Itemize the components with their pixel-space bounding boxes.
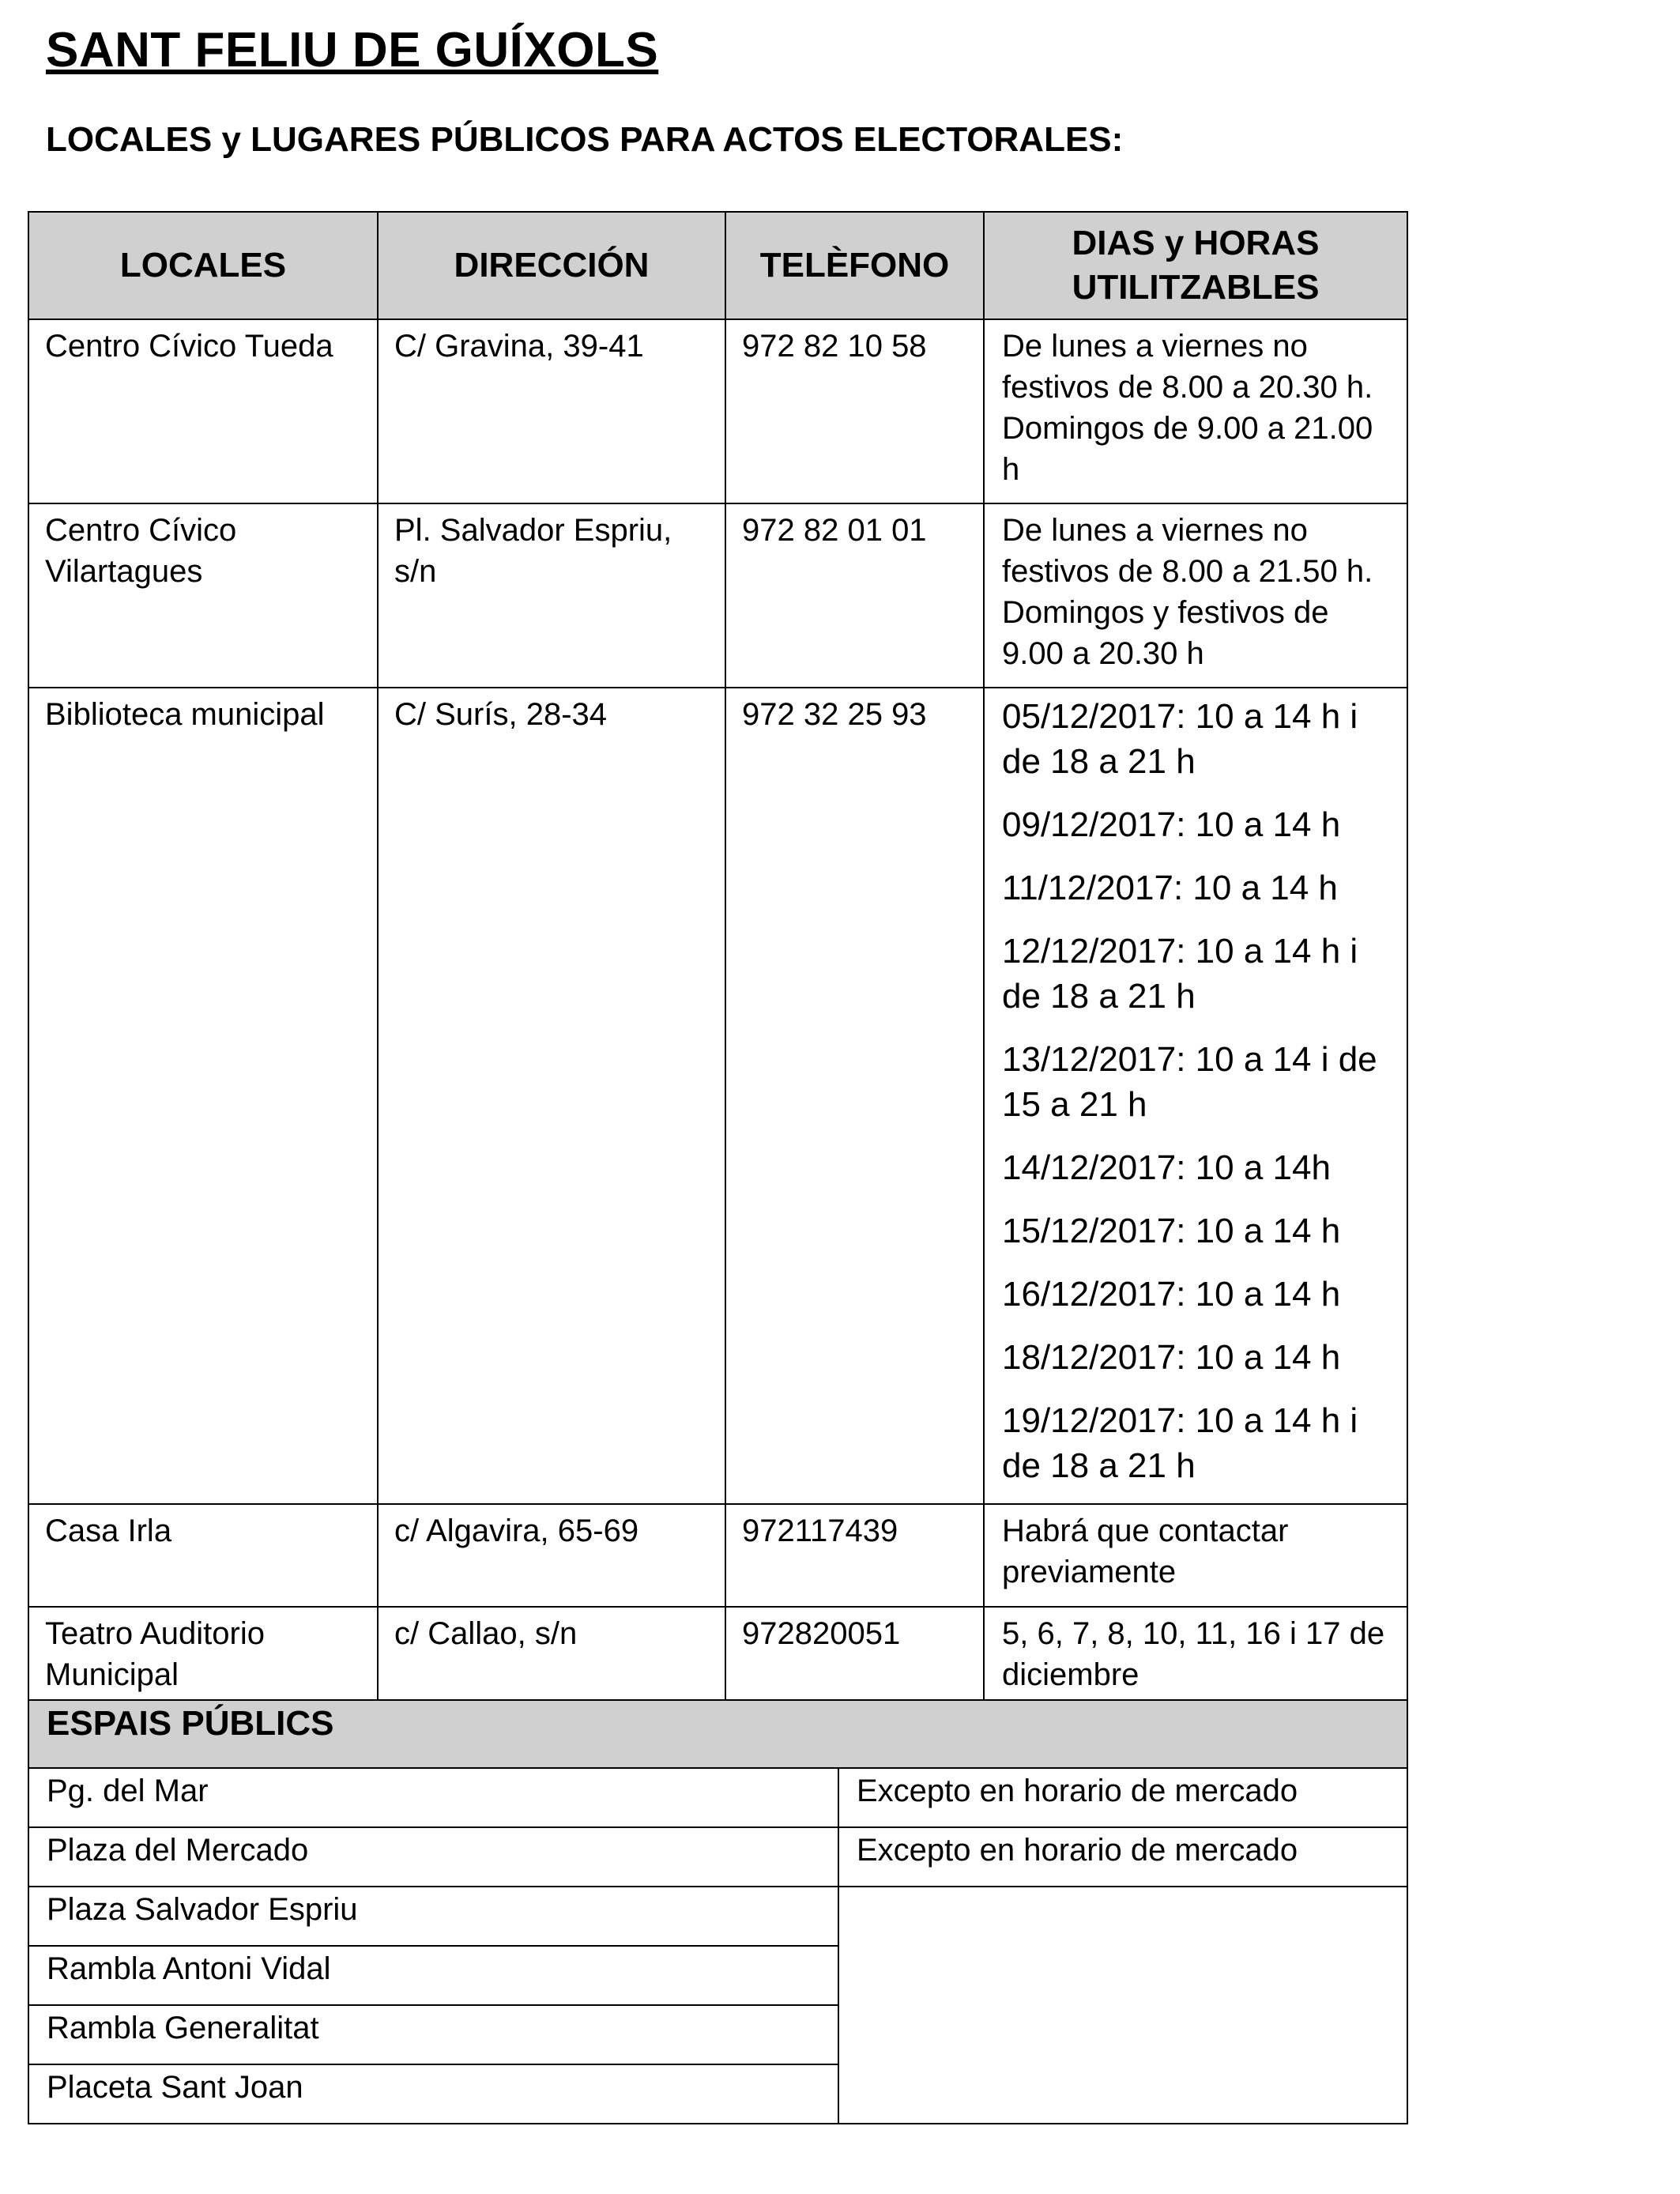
cell-direccion: Pl. Salvador Espriu, s/n: [378, 503, 725, 688]
espais-table: [28, 1699, 1408, 2124]
cell-local: Casa Irla: [28, 1504, 378, 1607]
schedule-slot: 11/12/2017: 10 a 14 h: [1002, 869, 1338, 907]
cell-local: Teatro Auditorio Municipal: [28, 1607, 378, 1710]
header-direccion: DIRECCIÓN: [378, 212, 725, 319]
cell-telefono: 972 82 10 58: [725, 319, 984, 503]
cell-nota-empty: [838, 1887, 1407, 2124]
schedule-slot: 14/12/2017: 10 a 14h: [1002, 1148, 1331, 1187]
table-row: [28, 503, 1407, 688]
schedule-slot: 13/12/2017: 10 a 14 i de 15 a 21 h: [1002, 1040, 1377, 1124]
cell-lugar: Plaza del Mercado: [28, 1827, 838, 1887]
schedule-slot: 16/12/2017: 10 a 14 h: [1002, 1275, 1341, 1314]
header-dias-horas: DIAS y HORAS UTILITZABLES: [984, 212, 1407, 319]
table-row: [28, 1504, 1407, 1607]
espais-header-row: [28, 1700, 1407, 1768]
cell-lugar: Placeta Sant Joan: [28, 2064, 838, 2124]
schedule-slot: 15/12/2017: 10 a 14 h: [1002, 1212, 1341, 1250]
locales-table: [28, 211, 1408, 1710]
cell-horas: De lunes a viernes no festivos de 8.00 a 21.50 h. Domingos y festivos de 9.00 a 20.30 h: [984, 503, 1407, 688]
schedule-slot: 09/12/2017: 10 a 14 h: [1002, 805, 1341, 844]
cell-horas: De lunes a viernes no festivos de 8.00 a 20.30 h. Domingos de 9.00 a 21.00 h: [984, 319, 1407, 503]
schedule-slot: 05/12/2017: 10 a 14 h i de 18 a 21 h: [1002, 697, 1358, 781]
table-row: [28, 1607, 1407, 1710]
schedule-slot: 12/12/2017: 10 a 14 h i de 18 a 21 h: [1002, 932, 1358, 1016]
cell-nota: Excepto en horario de mercado: [838, 1827, 1407, 1887]
cell-local: Centro Cívico Tueda: [28, 319, 378, 503]
cell-local: Biblioteca municipal: [28, 688, 378, 1504]
table-row: [28, 1768, 1407, 1827]
cell-lugar: Rambla Generalitat: [28, 2005, 838, 2064]
header-telefono: TELÈFONO: [725, 212, 984, 319]
cell-horas-list: [984, 688, 1407, 1504]
table-row: [28, 319, 1407, 503]
cell-lugar: Pg. del Mar: [28, 1768, 838, 1827]
cell-local: Centro Cívico Vilartagues: [28, 503, 378, 688]
cell-telefono: 972820051: [725, 1607, 984, 1710]
cell-telefono: 972 82 01 01: [725, 503, 984, 688]
cell-direccion: C/ Surís, 28-34: [378, 688, 725, 1504]
cell-direccion: c/ Callao, s/n: [378, 1607, 725, 1710]
locales-header-row: [28, 212, 1407, 319]
table-row: [28, 1827, 1407, 1887]
document-title: SANT FELIU DE GUÍXOLS: [46, 23, 659, 77]
header-espais-publics: ESPAIS PÚBLICS: [28, 1700, 1407, 1768]
cell-direccion: C/ Gravina, 39-41: [378, 319, 725, 503]
header-locales: LOCALES: [28, 212, 378, 319]
cell-lugar: Plaza Salvador Espriu: [28, 1887, 838, 1946]
table-row: [28, 688, 1407, 1504]
cell-lugar: Rambla Antoni Vidal: [28, 1946, 838, 2005]
cell-horas: 5, 6, 7, 8, 10, 11, 16 i 17 de diciembre: [984, 1607, 1407, 1710]
cell-telefono: 972117439: [725, 1504, 984, 1607]
cell-direccion: c/ Algavira, 65-69: [378, 1504, 725, 1607]
schedule-slot: 18/12/2017: 10 a 14 h: [1002, 1338, 1341, 1377]
cell-nota: Excepto en horario de mercado: [838, 1768, 1407, 1827]
table-row: [28, 1887, 1407, 1946]
schedule-slot: 19/12/2017: 10 a 14 h i de 18 a 21 h: [1002, 1401, 1358, 1485]
document-subtitle: LOCALES y LUGARES PÚBLICOS PARA ACTOS ELECTORALES:: [46, 120, 1124, 159]
cell-horas: Habrá que contactar previamente: [984, 1504, 1407, 1607]
cell-telefono: 972 32 25 93: [725, 688, 984, 1504]
